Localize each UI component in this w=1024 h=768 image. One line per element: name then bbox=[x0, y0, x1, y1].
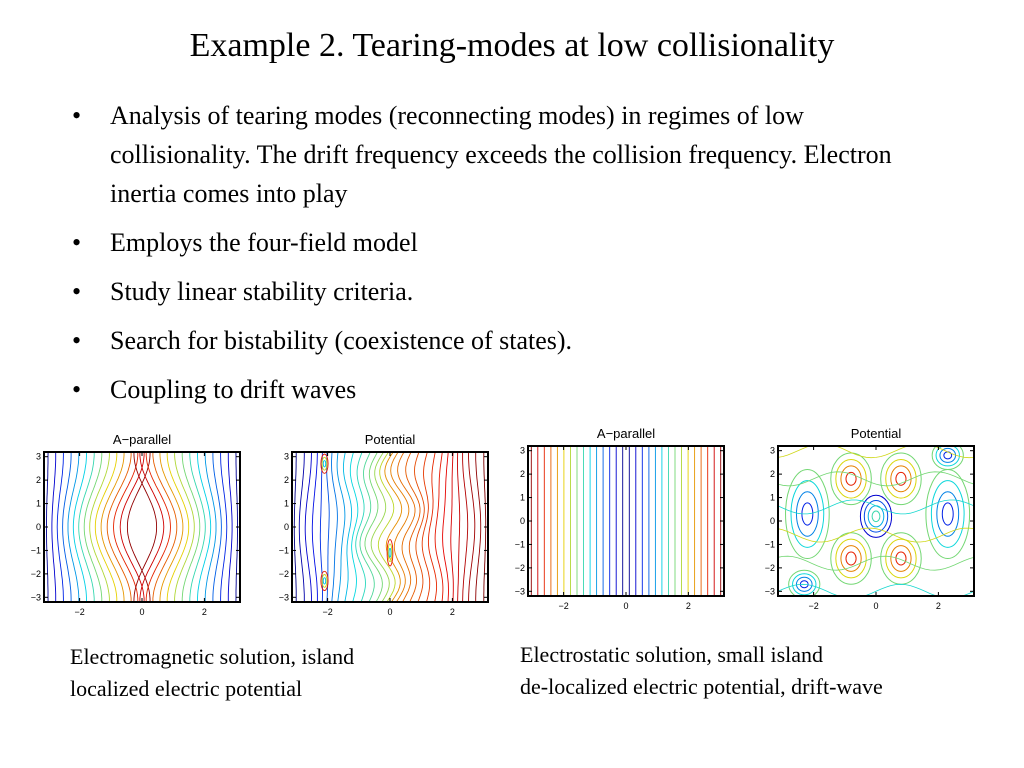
contour-plot-a-parallel-electrostatic bbox=[514, 424, 730, 618]
x-tick-label: −2 bbox=[322, 607, 333, 617]
y-tick-label: −2 bbox=[278, 568, 289, 579]
slide-title: Example 2. Tearing-modes at low collisionality bbox=[189, 27, 835, 64]
x-tick-label: −2 bbox=[558, 601, 569, 611]
plot-title: Potential bbox=[364, 432, 416, 447]
y-tick-label: 1 bbox=[283, 498, 289, 509]
y-tick-label: 0 bbox=[35, 522, 41, 532]
y-tick-label: 3 bbox=[769, 445, 775, 456]
contour-plot-potential-electrostatic bbox=[764, 424, 980, 618]
y-tick-label: −1 bbox=[764, 539, 775, 550]
plot-title: A−parallel bbox=[596, 426, 656, 441]
caption-line: Electromagnetic solution, island bbox=[70, 644, 355, 669]
y-tick-label: 2 bbox=[283, 475, 289, 486]
x-tick-label: 2 bbox=[449, 607, 455, 617]
bullet-dot-icon: • bbox=[72, 326, 82, 355]
x-tick-label: −2 bbox=[808, 601, 819, 611]
contour-plot-a-parallel-electromagnetic bbox=[30, 430, 246, 624]
bullet-text: Coupling to drift waves bbox=[110, 375, 357, 404]
y-tick-label: 3 bbox=[283, 451, 289, 462]
contour-plot-potential-electromagnetic bbox=[278, 430, 494, 624]
plot-title: A−parallel bbox=[112, 432, 172, 447]
plot-title: Potential bbox=[850, 426, 902, 441]
plot-svg bbox=[764, 424, 980, 618]
bullet-text: Analysis of tearing modes (reconnecting modes) in regimes of low collisionality. The drift frequency exceeds the collision frequency. Electron inertia comes into play bbox=[110, 101, 892, 208]
y-tick-label: −3 bbox=[514, 586, 525, 597]
y-tick-label: 3 bbox=[519, 445, 525, 456]
caption-electromagnetic bbox=[70, 641, 354, 705]
y-tick-label: 2 bbox=[35, 475, 41, 486]
caption-electrostatic bbox=[520, 639, 883, 703]
bullet-text: Study linear stability criteria. bbox=[110, 277, 414, 306]
bullet-dot-icon: • bbox=[72, 101, 82, 130]
y-tick-label: −1 bbox=[514, 539, 525, 550]
contour-lines bbox=[47, 452, 238, 602]
contour-lines bbox=[531, 446, 720, 596]
x-tick-label: 0 bbox=[623, 601, 629, 611]
plot-frame bbox=[778, 446, 974, 596]
x-tick-label: 0 bbox=[139, 607, 145, 617]
y-tick-label: −1 bbox=[30, 545, 41, 556]
x-tick-label: 0 bbox=[387, 607, 393, 617]
y-tick-label: 2 bbox=[519, 469, 525, 480]
bullet-text: Employs the four-field model bbox=[110, 228, 418, 257]
bullet-dot-icon: • bbox=[72, 277, 82, 306]
x-tick-label: 2 bbox=[201, 607, 207, 617]
y-tick-label: 0 bbox=[519, 516, 525, 526]
y-tick-label: 0 bbox=[283, 522, 289, 532]
bullet-list bbox=[70, 96, 930, 419]
y-tick-label: 1 bbox=[35, 498, 41, 509]
contour-lines bbox=[294, 452, 485, 602]
y-tick-label: −1 bbox=[278, 545, 289, 556]
y-tick-label: 2 bbox=[769, 469, 775, 480]
bullet-item bbox=[70, 321, 930, 360]
bullet-dot-icon: • bbox=[72, 375, 82, 404]
y-tick-label: −3 bbox=[30, 592, 41, 603]
x-tick-label: 0 bbox=[873, 601, 879, 611]
y-tick-label: −2 bbox=[764, 562, 775, 573]
x-tick-label: −2 bbox=[74, 607, 85, 617]
y-tick-label: 1 bbox=[519, 492, 525, 503]
x-tick-label: 2 bbox=[685, 601, 691, 611]
y-tick-label: −3 bbox=[764, 586, 775, 597]
plot-svg bbox=[30, 430, 246, 624]
caption-line: Electrostatic solution, small island bbox=[520, 642, 824, 667]
y-tick-label: 0 bbox=[769, 516, 775, 526]
plot-svg bbox=[514, 424, 730, 618]
y-tick-label: −3 bbox=[278, 592, 289, 603]
x-tick-label: 2 bbox=[935, 601, 941, 611]
y-tick-label: 1 bbox=[769, 492, 775, 503]
bullet-item bbox=[70, 370, 930, 409]
bullet-item bbox=[70, 272, 930, 311]
y-tick-label: −2 bbox=[30, 568, 41, 579]
contour-lines bbox=[778, 441, 974, 598]
bullet-text: Search for bistability (coexistence of states). bbox=[110, 326, 573, 355]
plot-svg bbox=[278, 430, 494, 624]
bullet-dot-icon: • bbox=[72, 228, 82, 257]
caption-line: localized electric potential bbox=[70, 676, 303, 701]
bullet-item bbox=[70, 223, 930, 262]
bullet-item bbox=[70, 96, 930, 213]
y-tick-label: 3 bbox=[35, 451, 41, 462]
y-tick-label: −2 bbox=[514, 562, 525, 573]
caption-line: de-localized electric potential, drift-wave bbox=[520, 674, 883, 699]
